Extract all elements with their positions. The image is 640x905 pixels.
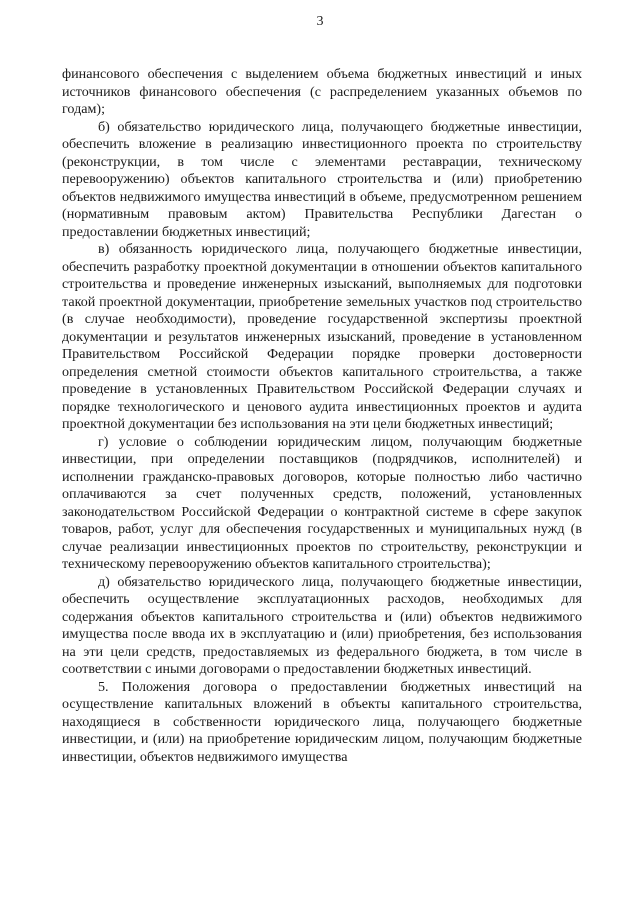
page-number: 3 [316, 14, 324, 29]
paragraph-3: в) обязанность юридического лица, получающего бюджетные инвестиции, обеспечить разработку проектной документации в отношении объектов капитального строительства и проведение инженерных изысканий, выполняемых для подготовки такой проектной документации, приобретение земельных участков под строительство (в случае необходимости), проведение государственной экспертизы проектной документации и результатов инженерных изысканий, проведение в установленном Правительством Российской Федерации порядке проверки достоверности определения сметной стоимости объектов капитального строительства, а также проведение в установленных Правительством Российской Федерации случаях и порядке технологического и ценового аудита инвестиционных проектов и аудита проектной документации без использования на эти цели бюджетных инвестиций; [62, 241, 582, 432]
paragraph-5: д) обязательство юридического лица, получающего бюджетные инвестиции, обеспечить осуществление эксплуатационных расходов, необходимых для содержания объектов капитального строительства и (или) объектов недвижимого имущества после ввода их в эксплуатацию и (или) приобретения, без использования на эти цели средств, предоставляемых из федерального бюджета, в том числе в соответствии с иными договорами о предоставлении бюджетных инвестиций. [62, 573, 582, 677]
paragraph-2: б) обязательство юридического лица, получающего бюджетные инвестиции, обеспечить вложение в реализацию инвестиционного проекта по строительству (реконструкции, в том числе с элементами реставрации, техническому перевооружению) объектов капитального строительства и (или) приобретению объектов недвижимого имущества инвестиций в объеме, предусмотренном решением (нормативным правовым актом) Правительства Республики Дагестан о предоставлении бюджетных инвестиций; [62, 118, 582, 240]
document-body [62, 66, 582, 766]
paragraph-6: 5. Положения договора о предоставлении бюджетных инвестиций на осуществление капитальных вложений в объекты капитального строительства, находящиеся в собственности юридического лица, получающего бюджетные инвестиции, и (или) на приобретение юридическим лицом, получающим бюджетные инвестиции, объектов недвижимого имущества [62, 678, 582, 765]
paragraph-1: финансового обеспечения с выделением объема бюджетных инвестиций и иных источников финансового обеспечения (с распределением указанных объемов по годам); [62, 66, 582, 117]
paragraph-4: г) условие о соблюдении юридическим лицом, получающим бюджетные инвестиции, при определении поставщиков (подрядчиков, исполнителей) и исполнении гражданско-правовых договоров, которые полностью либо частично оплачиваются за счет полученных средств, положений, установленных законодательством Российской Федерации о контрактной системе в сфере закупок товаров, работ, услуг для обеспечения государственных и муниципальных нужд (в случае реализации инвестиционных проектов по строительству, реконструкции и техническому перевооружению объектов капитального строительства); [62, 433, 582, 572]
